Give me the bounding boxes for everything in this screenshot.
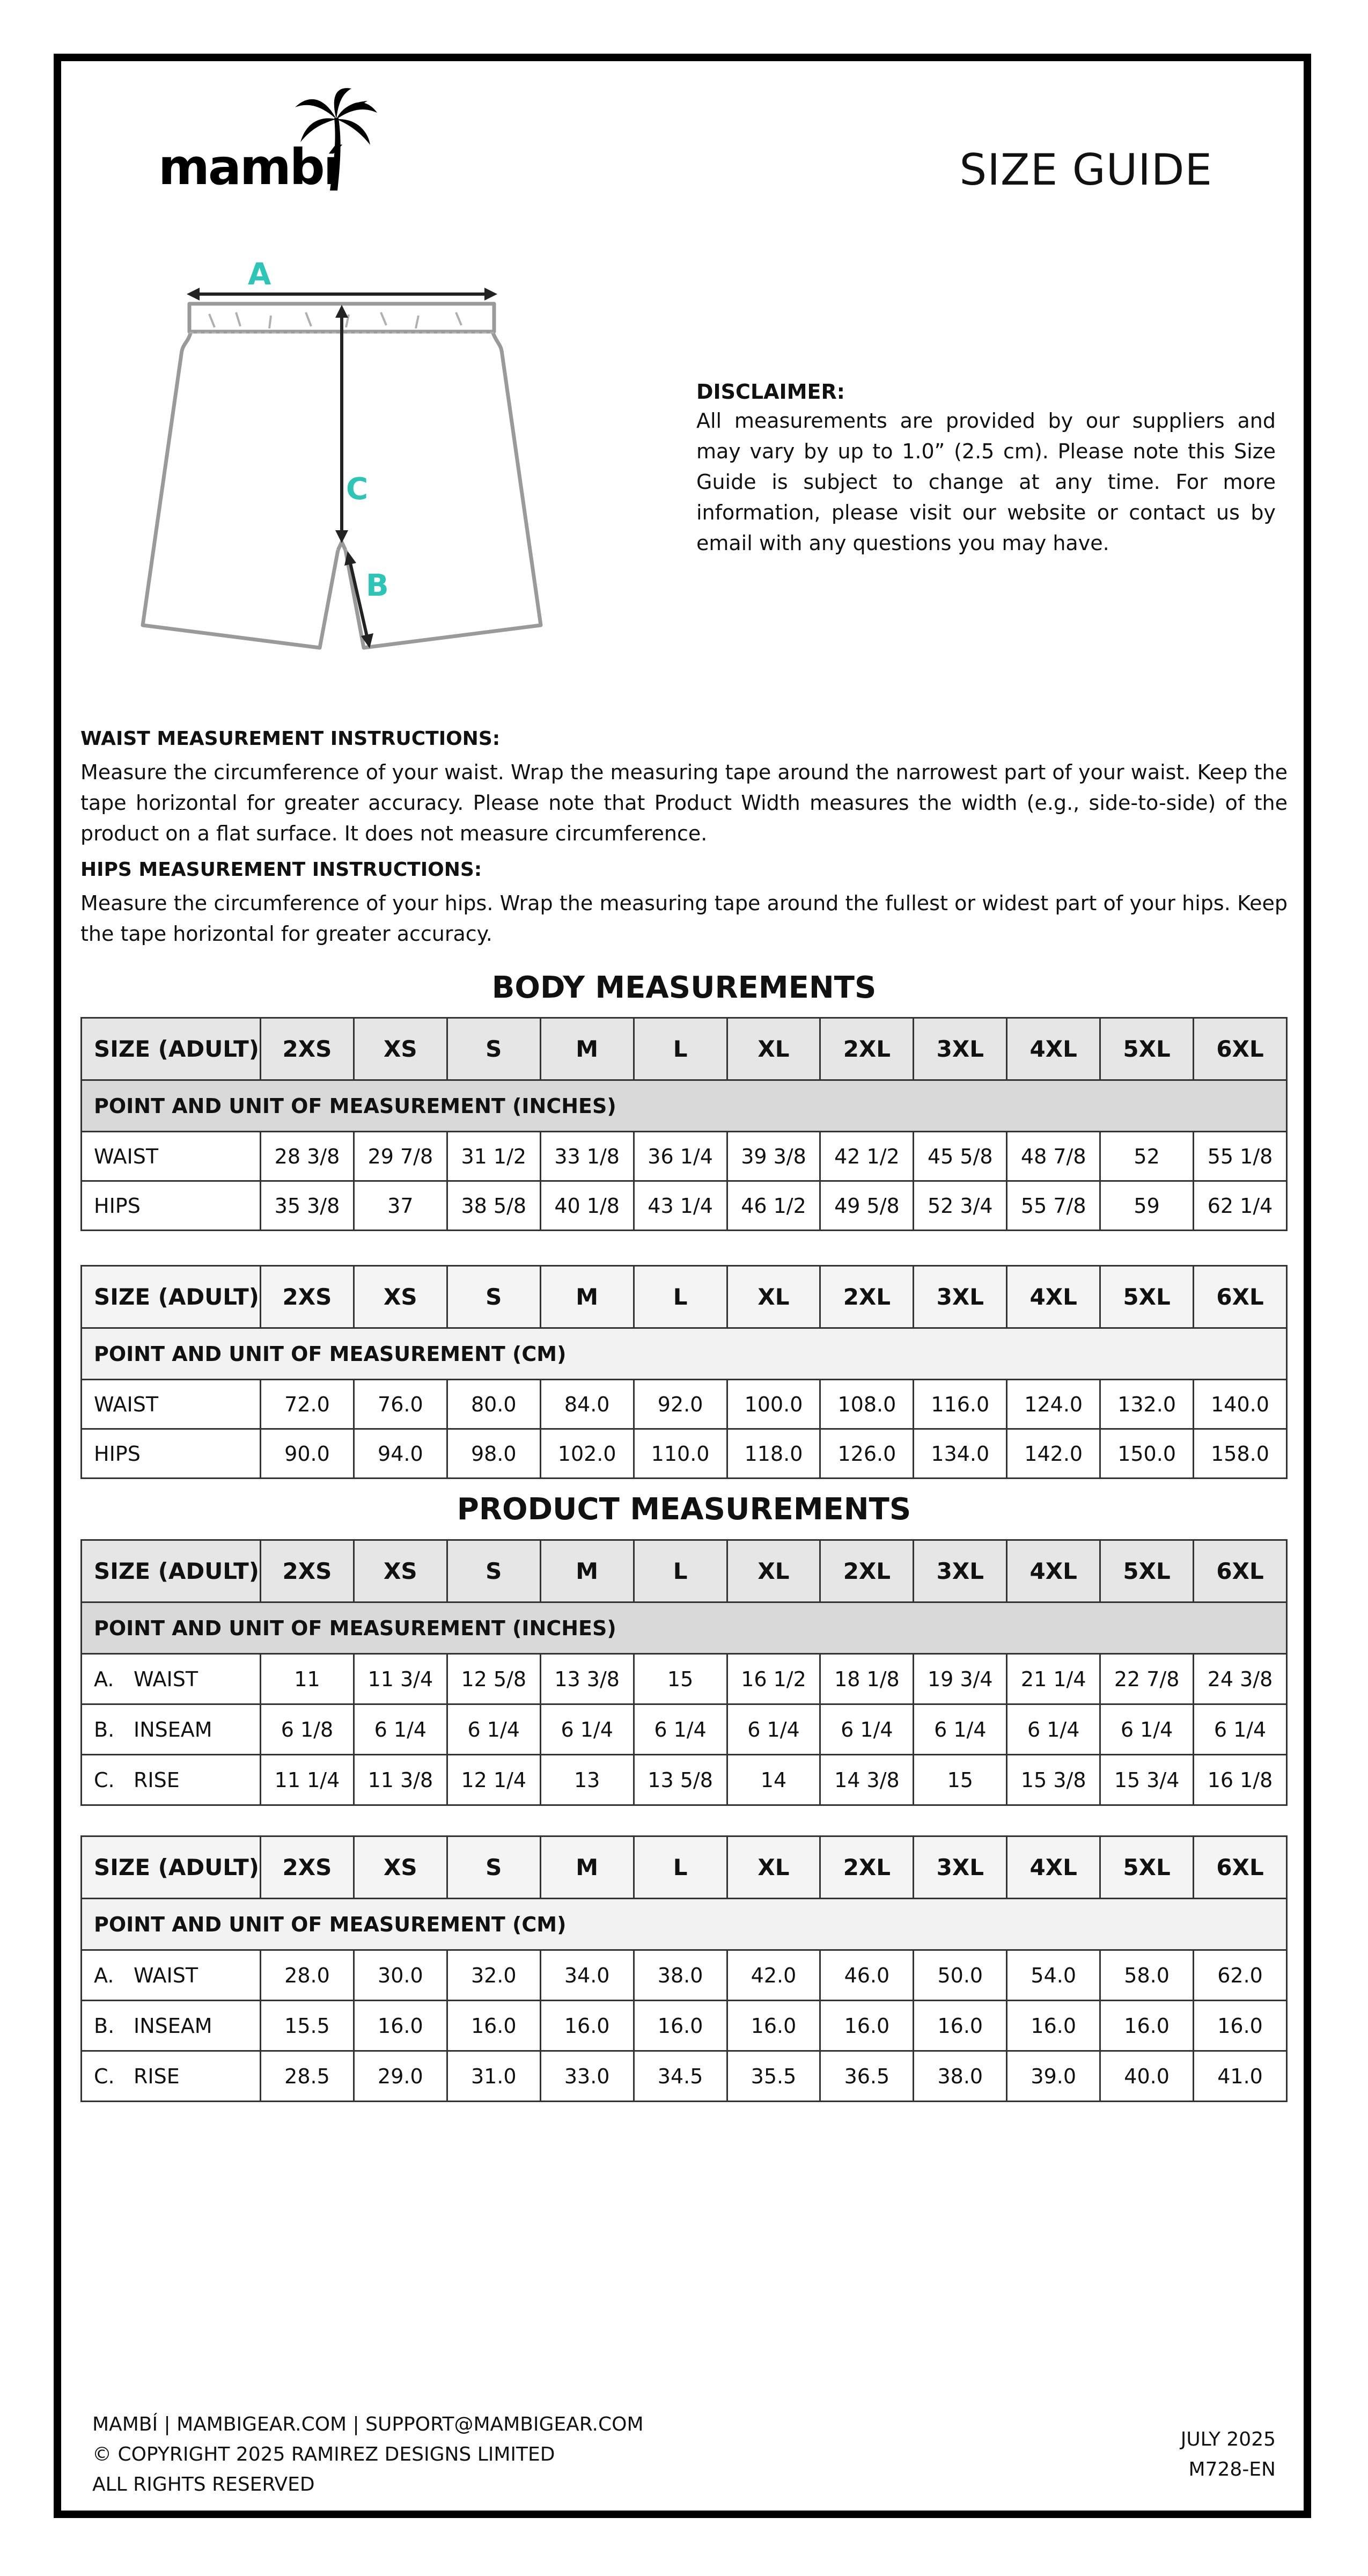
table-cell: 52 3/4 [914, 1181, 1007, 1231]
row-letter: A. [94, 1667, 114, 1691]
table-cell: 24 3/8 [1194, 1654, 1287, 1704]
size-col-4xl: 4XL [1007, 1018, 1100, 1080]
table-cell: 6 1/4 [727, 1704, 820, 1755]
table-cell: 13 [540, 1755, 634, 1805]
table-cell: 38.0 [914, 2051, 1007, 2102]
footer-copyright: © COPYRIGHT 2025 RAMIREZ DESIGNS LIMITED [92, 2443, 555, 2465]
size-col-xs: XS [354, 1266, 447, 1328]
row-label-text: WAIST [94, 1392, 159, 1416]
table-cell: 54.0 [1007, 1950, 1100, 2001]
table-cell: 14 3/8 [820, 1755, 914, 1805]
table-cell: 33.0 [540, 2051, 634, 2102]
disclaimer [696, 380, 1276, 559]
size-col-3xl: 3XL [914, 1540, 1007, 1602]
table-cell: 15 3/4 [1100, 1755, 1194, 1805]
footer-contact: MAMBÍ | MAMBIGEAR.COM | SUPPORT@MAMBIGEAR.COM [92, 2413, 644, 2435]
table-cell: 11 3/4 [354, 1654, 447, 1704]
size-col-l: L [634, 1540, 727, 1602]
header-row [82, 1540, 1287, 1602]
size-col-l: L [634, 1266, 727, 1328]
table-cell: 13 3/8 [540, 1654, 634, 1704]
table-cell: 102.0 [540, 1429, 634, 1479]
table-cell: 15.5 [261, 2001, 354, 2051]
table-cell: 124.0 [1007, 1380, 1100, 1429]
table-cell: 90.0 [261, 1429, 354, 1479]
row-label [82, 1704, 261, 1755]
table-cell: 150.0 [1100, 1429, 1194, 1479]
table-cell: 39.0 [1007, 2051, 1100, 2102]
table-cell: 31 1/2 [447, 1132, 540, 1181]
size-col-5xl: 5XL [1100, 1540, 1194, 1602]
table-cell: 29.0 [354, 2051, 447, 2102]
size-col-4xl: 4XL [1007, 1540, 1100, 1602]
unit-row [82, 1080, 1287, 1132]
row-label-text: WAIST [134, 1667, 198, 1691]
table-cell: 15 3/8 [1007, 1755, 1100, 1805]
size-col-6xl: 6XL [1194, 1266, 1287, 1328]
label-a: A [248, 257, 271, 292]
size-col-2xl: 2XL [820, 1018, 914, 1080]
table-cell: 16.0 [820, 2001, 914, 2051]
table-cell: 38 5/8 [447, 1181, 540, 1231]
table-cell: 16.0 [1194, 2001, 1287, 2051]
unit-label: POINT AND UNIT OF MEASUREMENT (INCHES) [82, 1080, 1287, 1132]
size-col-2xs: 2XS [261, 1836, 354, 1899]
table-cell: 36 1/4 [634, 1132, 727, 1181]
unit-row [82, 1602, 1287, 1654]
table-cell: 126.0 [820, 1429, 914, 1479]
size-col-xl: XL [727, 1540, 820, 1602]
table-cell: 15 [634, 1654, 727, 1704]
table-cell: 158.0 [1194, 1429, 1287, 1479]
size-col-3xl: 3XL [914, 1018, 1007, 1080]
table-cell: 41.0 [1194, 2051, 1287, 2102]
row-label [82, 1950, 261, 2001]
size-header: SIZE (ADULT) [82, 1266, 261, 1328]
table-cell: 42 1/2 [820, 1132, 914, 1181]
table-cell: 32.0 [447, 1950, 540, 2001]
size-header: SIZE (ADULT) [82, 1018, 261, 1080]
table-cell: 98.0 [447, 1429, 540, 1479]
table-cell: 42.0 [727, 1950, 820, 2001]
table-cell: 16.0 [1100, 2001, 1194, 2051]
table-row [82, 2001, 1287, 2051]
table-cell: 58.0 [1100, 1950, 1194, 2001]
table-cell: 34.5 [634, 2051, 727, 2102]
row-label [82, 2051, 261, 2102]
table-cell: 6 1/4 [914, 1704, 1007, 1755]
table-cell: 46.0 [820, 1950, 914, 2001]
table-row [82, 1429, 1287, 1479]
table-cell: 11 3/8 [354, 1755, 447, 1805]
table-cell: 46 1/2 [727, 1181, 820, 1231]
table-row [82, 1132, 1287, 1181]
disclaimer-body: All measurements are provided by our suppliers and may vary by up to 1.0” (2.5 cm). Please note this Size Guide is subject to change at any time. For more information, please visit our website or contact us by email with any questions you may have. [696, 409, 1276, 555]
row-label-text: INSEAM [134, 1717, 212, 1741]
table-cell: 116.0 [914, 1380, 1007, 1429]
table-cell: 6 1/4 [1007, 1704, 1100, 1755]
header-row [82, 1266, 1287, 1328]
row-letter: B. [94, 1717, 115, 1741]
footer-code: M728-EN [1188, 2458, 1276, 2480]
table-cell: 72.0 [261, 1380, 354, 1429]
size-col-2xl: 2XL [820, 1540, 914, 1602]
label-b: B [366, 568, 389, 603]
size-col-2xl: 2XL [820, 1836, 914, 1899]
table-cell: 28.5 [261, 2051, 354, 2102]
table-cell: 50.0 [914, 1950, 1007, 2001]
size-col-6xl: 6XL [1194, 1836, 1287, 1899]
table-cell: 62 1/4 [1194, 1181, 1287, 1231]
size-col-m: M [540, 1540, 634, 1602]
table-cell: 19 3/4 [914, 1654, 1007, 1704]
table-cell: 118.0 [727, 1429, 820, 1479]
table-cell: 16.0 [1007, 2001, 1100, 2051]
table-cell: 18 1/8 [820, 1654, 914, 1704]
size-col-s: S [447, 1018, 540, 1080]
table-cell: 6 1/8 [261, 1704, 354, 1755]
table-cell: 92.0 [634, 1380, 727, 1429]
table-cell: 30.0 [354, 1950, 447, 2001]
row-letter: C. [94, 2064, 115, 2088]
table-cell: 16.0 [447, 2001, 540, 2051]
table-cell: 132.0 [1100, 1380, 1194, 1429]
table-cell: 37 [354, 1181, 447, 1231]
table-cell: 6 1/4 [354, 1704, 447, 1755]
size-col-3xl: 3XL [914, 1266, 1007, 1328]
body-measurements-title: BODY MEASUREMENTS [491, 970, 877, 1005]
table-cell: 28 3/8 [261, 1132, 354, 1181]
row-label [82, 1755, 261, 1805]
brand-logo [158, 86, 384, 199]
table-cell: 76.0 [354, 1380, 447, 1429]
footer-left [92, 2410, 644, 2500]
table-cell: 11 [261, 1654, 354, 1704]
table-row [82, 1950, 1287, 2001]
table-cell: 33 1/8 [540, 1132, 634, 1181]
size-col-l: L [634, 1018, 727, 1080]
table-cell: 6 1/4 [634, 1704, 727, 1755]
size-col-xl: XL [727, 1018, 820, 1080]
table-cell: 6 1/4 [820, 1704, 914, 1755]
size-col-xs: XS [354, 1540, 447, 1602]
table-cell: 28.0 [261, 1950, 354, 2001]
size-col-4xl: 4XL [1007, 1266, 1100, 1328]
table-cell: 22 7/8 [1100, 1654, 1194, 1704]
table-cell: 11 1/4 [261, 1755, 354, 1805]
table-cell: 16.0 [540, 2001, 634, 2051]
size-col-4xl: 4XL [1007, 1836, 1100, 1899]
size-col-m: M [540, 1266, 634, 1328]
footer-date: JULY 2025 [1180, 2428, 1276, 2450]
size-col-m: M [540, 1836, 634, 1899]
table-cell: 16.0 [727, 2001, 820, 2051]
size-col-xs: XS [354, 1018, 447, 1080]
table-cell: 6 1/4 [1100, 1704, 1194, 1755]
measurement-instructions [80, 728, 1288, 959]
table-cell: 48 7/8 [1007, 1132, 1100, 1181]
table-cell: 45 5/8 [914, 1132, 1007, 1181]
table-cell: 36.5 [820, 2051, 914, 2102]
size-col-xs: XS [354, 1836, 447, 1899]
hips-instructions-title: HIPS MEASUREMENT INSTRUCTIONS: [80, 859, 482, 881]
row-label-text: RISE [134, 2064, 180, 2088]
size-col-xl: XL [727, 1836, 820, 1899]
size-col-s: S [447, 1266, 540, 1328]
table-cell: 52 [1100, 1132, 1194, 1181]
disclaimer-title: DISCLAIMER: [696, 380, 845, 404]
table-cell: 12 5/8 [447, 1654, 540, 1704]
row-letter: B. [94, 2014, 115, 2038]
table-cell: 38.0 [634, 1950, 727, 2001]
shorts-diagram [129, 252, 579, 671]
table-cell: 16.0 [634, 2001, 727, 2051]
row-label-text: INSEAM [134, 2014, 212, 2038]
table-cell: 34.0 [540, 1950, 634, 2001]
size-col-2xl: 2XL [820, 1266, 914, 1328]
table-cell: 84.0 [540, 1380, 634, 1429]
header-row [82, 1836, 1287, 1899]
table-cell: 16.0 [914, 2001, 1007, 2051]
table-cell: 21 1/4 [1007, 1654, 1100, 1704]
unit-label: POINT AND UNIT OF MEASUREMENT (CM) [82, 1328, 1287, 1380]
table-cell: 6 1/4 [540, 1704, 634, 1755]
body-cm-table [80, 1265, 1288, 1479]
footer-rights: ALL RIGHTS RESERVED [92, 2473, 315, 2496]
table-cell: 55 7/8 [1007, 1181, 1100, 1231]
table-row [82, 1704, 1287, 1755]
table-cell: 80.0 [447, 1380, 540, 1429]
table-cell: 59 [1100, 1181, 1194, 1231]
table-cell: 14 [727, 1755, 820, 1805]
size-col-2xs: 2XS [261, 1018, 354, 1080]
table-cell: 13 5/8 [634, 1755, 727, 1805]
product-inches-table [80, 1539, 1288, 1806]
size-col-2xs: 2XS [261, 1540, 354, 1602]
size-col-m: M [540, 1018, 634, 1080]
product-cm-table [80, 1835, 1288, 2102]
size-col-2xs: 2XS [261, 1266, 354, 1328]
size-col-s: S [447, 1540, 540, 1602]
product-measurements-title: PRODUCT MEASUREMENTS [457, 1492, 911, 1527]
table-row [82, 1181, 1287, 1231]
unit-row [82, 1328, 1287, 1380]
table-cell: 40.0 [1100, 2051, 1194, 2102]
table-cell: 62.0 [1194, 1950, 1287, 2001]
table-cell: 16 1/2 [727, 1654, 820, 1704]
table-cell: 31.0 [447, 2051, 540, 2102]
table-row [82, 1380, 1287, 1429]
size-col-5xl: 5XL [1100, 1018, 1194, 1080]
waist-instructions-title: WAIST MEASUREMENT INSTRUCTIONS: [80, 728, 501, 750]
footer-right [1073, 2425, 1276, 2485]
label-c: C [346, 472, 369, 507]
table-cell: 39 3/8 [727, 1132, 820, 1181]
row-letter: C. [94, 1768, 115, 1792]
unit-label: POINT AND UNIT OF MEASUREMENT (INCHES) [82, 1602, 1287, 1654]
hips-instructions-body: Measure the circumference of your hips. Wrap the measuring tape around the fullest or widest part of your hips. Keep the tape horizontal for greater accuracy. [80, 891, 1288, 946]
row-label-text: WAIST [94, 1144, 159, 1168]
table-cell: 40 1/8 [540, 1181, 634, 1231]
table-cell: 134.0 [914, 1429, 1007, 1479]
size-col-5xl: 5XL [1100, 1266, 1194, 1328]
row-label [82, 2001, 261, 2051]
table-cell: 35 3/8 [261, 1181, 354, 1231]
row-label-text: WAIST [134, 1963, 198, 1987]
size-col-6xl: 6XL [1194, 1018, 1287, 1080]
size-header: SIZE (ADULT) [82, 1540, 261, 1602]
row-label-text: RISE [134, 1768, 180, 1792]
size-col-s: S [447, 1836, 540, 1899]
body-inches-table [80, 1017, 1288, 1231]
table-cell: 6 1/4 [447, 1704, 540, 1755]
page-title: SIZE GUIDE [959, 145, 1212, 195]
row-label [82, 1132, 261, 1181]
table-cell: 15 [914, 1755, 1007, 1805]
brand-name: mambí [158, 138, 339, 196]
size-col-5xl: 5XL [1100, 1836, 1194, 1899]
table-cell: 16.0 [354, 2001, 447, 2051]
row-label-text: HIPS [94, 1441, 141, 1466]
table-cell: 94.0 [354, 1429, 447, 1479]
table-cell: 140.0 [1194, 1380, 1287, 1429]
row-label [82, 1429, 261, 1479]
table-cell: 49 5/8 [820, 1181, 914, 1231]
header-row [82, 1018, 1287, 1080]
size-header: SIZE (ADULT) [82, 1836, 261, 1899]
table-row [82, 2051, 1287, 2102]
waist-instructions-body: Measure the circumference of your waist. Wrap the measuring tape around the narrowest part of your waist. Keep the tape horizontal for greater accuracy. Please note that Product Width measures the width (e.g., side-to-side) of the product on a flat surface. It does not measure circumference. [80, 760, 1288, 845]
table-cell: 12 1/4 [447, 1755, 540, 1805]
row-label [82, 1181, 261, 1231]
table-cell: 100.0 [727, 1380, 820, 1429]
table-cell: 142.0 [1007, 1429, 1100, 1479]
size-col-6xl: 6XL [1194, 1540, 1287, 1602]
row-label-text: HIPS [94, 1194, 141, 1218]
table-cell: 110.0 [634, 1429, 727, 1479]
unit-label: POINT AND UNIT OF MEASUREMENT (CM) [82, 1899, 1287, 1950]
table-cell: 16 1/8 [1194, 1755, 1287, 1805]
row-label [82, 1654, 261, 1704]
table-cell: 55 1/8 [1194, 1132, 1287, 1181]
table-cell: 43 1/4 [634, 1181, 727, 1231]
table-cell: 6 1/4 [1194, 1704, 1287, 1755]
size-col-xl: XL [727, 1266, 820, 1328]
table-cell: 108.0 [820, 1380, 914, 1429]
table-cell: 29 7/8 [354, 1132, 447, 1181]
row-label [82, 1380, 261, 1429]
size-col-l: L [634, 1836, 727, 1899]
row-letter: A. [94, 1963, 114, 1987]
unit-row [82, 1899, 1287, 1950]
size-col-3xl: 3XL [914, 1836, 1007, 1899]
table-row [82, 1654, 1287, 1704]
table-row [82, 1755, 1287, 1805]
table-cell: 35.5 [727, 2051, 820, 2102]
